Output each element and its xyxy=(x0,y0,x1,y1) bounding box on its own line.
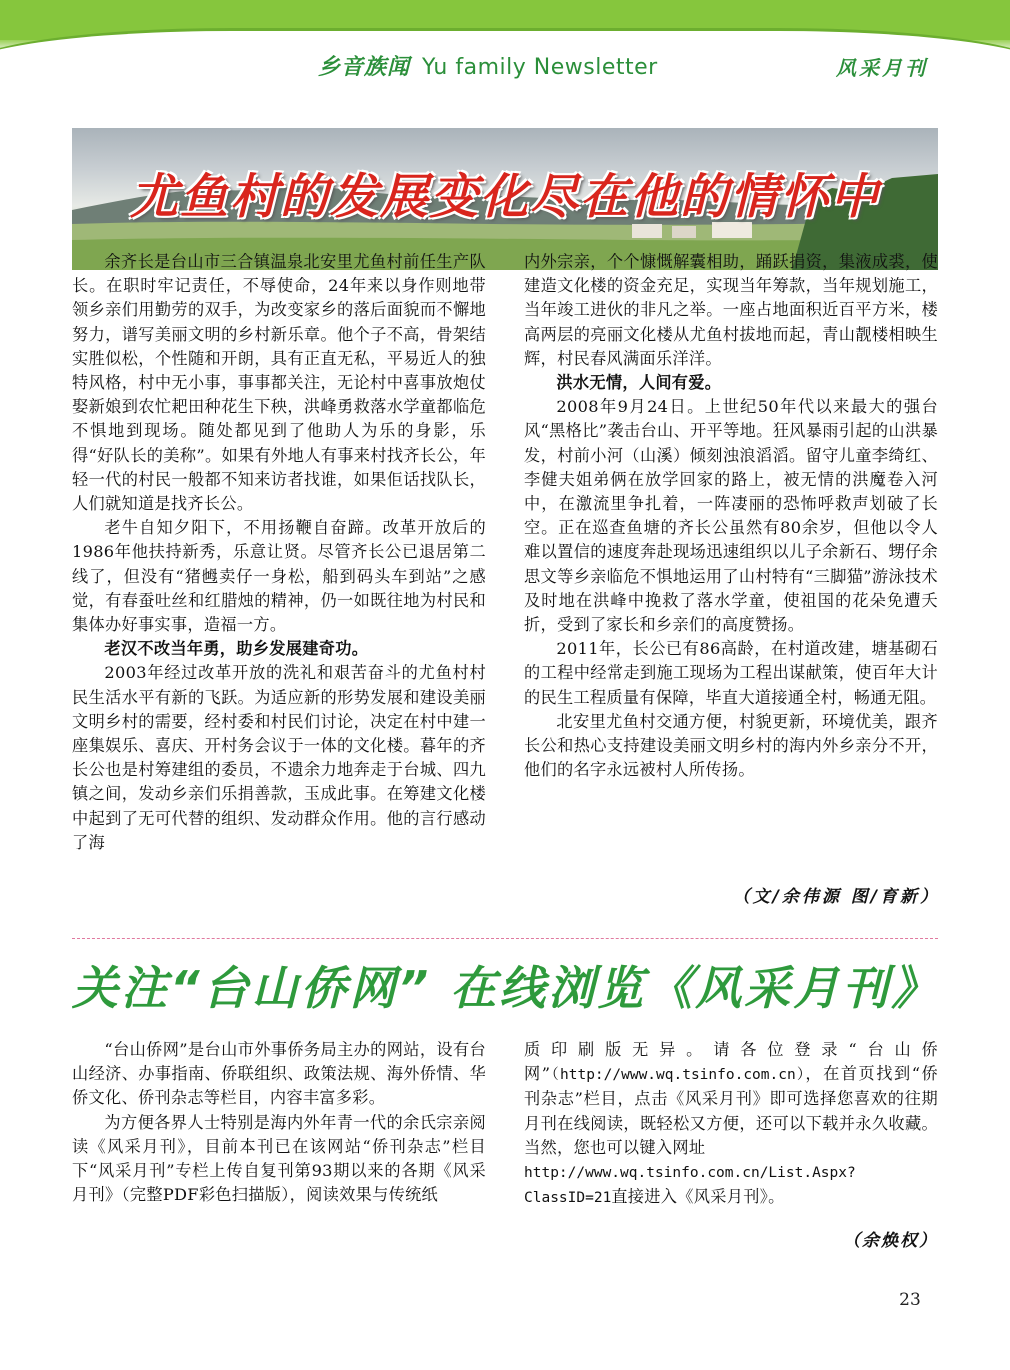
paragraph: 老牛自知夕阳下，不用扬鞭自奋蹄。改革开放后的1986年他扶持新秀，乐意让贤。尽管齐长公已退居第二线了，但没有“猪乸卖仔一身松，船到码头车到站”之感觉，有春蚕吐丝和红腊烛的精神，仍一如既往地为村民和集体办好事实事，造福一方。 xyxy=(72,518,486,635)
website-url[interactable]: http://www.wq.tsinfo.com.cn/List.Aspx?ClassID=21 xyxy=(524,1165,856,1207)
promo-signature: （余焕权） xyxy=(843,1231,938,1251)
paragraph: 余齐长是台山市三合镇温泉北安里尤鱼村前任生产队长。在职时牢记责任，不辱使命，24年来以身作则地带领乡亲们用勤劳的双手，为改变家乡的落后面貌而不懈地努力，谱写美丽文明的乡村新乐章。他个子不高，骨架结实胜似松，个性随和开朗，具有正直无私，平易近人的独特风格，村中无小事，事事都关注，无论村中喜事放炮仗娶新娘到农忙耙田种花生下秧，洪峰勇救落水学童都临危不惧地到现场。随处都见到了他助人为乐的身影，乐得“好队长的美称”。如果有外地人有事来村找齐长公，年轻一代的村民一般都不知来访者找谁，如果佢话找队长，人们就知道是找齐长公。 xyxy=(72,252,486,514)
paragraph: 2003年经过改革开放的洗礼和艰苦奋斗的尤鱼村村民生活水平有新的飞跃。为适应新的形势发展和建设美丽文明乡村的需要，经村委和村民们讨论，决定在村中建一座集娱乐、喜庆、开村务会议于一体的文化楼。暮年的齐长公也是村筹建组的委员，不遗余力地奔走于台城、四九镇之间，发动乡亲们乐捐善款，玉成此事。在筹建文化楼中起到了无可代替的组织、发动群众作用。他的言行感动了海 xyxy=(72,663,486,852)
article-byline: （文/余伟源 图/育新） xyxy=(732,887,940,907)
paragraph: 北安里尤鱼村交通方便，村貌更新，环境优美，跟齐长公和热心支持建设美丽文明乡村的海内外乡亲分不开，他们的名字永远被村人所传扬。 xyxy=(524,711,938,780)
section-subheading: 洪水无情，人间有爱。 xyxy=(556,373,722,393)
paragraph: 内外宗亲，个个慷慨解囊相助，踊跃捐资，集液成裘，使建造文化楼的资金充足，实现当年筹款，当年规划施工，当年竣工进伙的非凡之举。一座占地面积近百平方米，楼高两层的亮丽文化楼从尤鱼村拔地而起，青山靓楼相映生辉，村民春风满面乐洋洋。 xyxy=(524,252,938,368)
text: ，在首页找到“侨刊杂志”栏目，点击《风采月刊》即可选择您喜欢的往期月刊在线阅读，既轻松又方便，还可以下载并永久收藏。当然，您也可以键入网址 xyxy=(524,1064,938,1157)
promo-column-left xyxy=(72,1038,486,1207)
magazine-name: 风采月刊 xyxy=(836,56,928,80)
paragraph xyxy=(524,1038,938,1210)
article-column-right xyxy=(524,250,938,782)
section-divider xyxy=(72,938,938,939)
paragraph: 2008年9月24日。上世纪50年代以来最大的强台风“黑格比”袭击台山、开平等地。狂风暴雨引起的山洪暴发，村前小河（山溪）倾刻浊浪滔滔。留守儿童李绮红、李健夫姐弟俩在放学回家的路上，被无情的洪魔卷入河中，在激流里争扎着，一阵凄丽的恐怖呼救声划破了长空。正在巡查鱼塘的齐长公虽然有80余岁，但他以令人难以置信的速度奔赴现场迅速组织以儿子余新石、甥仔余思文等乡亲临危不惧地运用了山村特有“三脚猫”游泳技术及时地在洪峰中挽救了落水学童，使祖国的花朵免遭夭折，受到了家长和乡亲们的高度赞扬。 xyxy=(524,397,938,635)
article-banner xyxy=(72,128,938,270)
article-column-left xyxy=(72,250,486,855)
promo-title: 关注“台山侨网” 在线浏览《风采月刊》 xyxy=(72,961,941,1015)
text: 质印刷版无异。请各位登录“台山侨网” xyxy=(524,1040,938,1084)
newsletter-title xyxy=(318,50,658,81)
page-number: 23 xyxy=(899,1290,921,1310)
article-title: 尤鱼村的发展变化尽在他的情怀中 xyxy=(129,169,880,225)
website-url[interactable]: （http://www.wq.tsinfo.com.cn） xyxy=(550,1067,806,1084)
promo-column-right xyxy=(524,1038,938,1210)
paragraph: “台山侨网”是台山市外事侨务局主办的网站，设有台山经济、办事指南、侨联组织、政策法规、海外侨情、华侨文化、侨刊杂志等栏目，内容丰富多彩。 xyxy=(72,1040,486,1108)
newsletter-title-cn: 乡音族闻 xyxy=(318,55,411,80)
text: 直接进入《风采月刊》。 xyxy=(611,1187,785,1207)
paragraph: 2011年，长公已有86高龄，在村道改建，塘基砌石的工程中经常走到施工现场为工程出谋献策，使百年大计的民生工程质量有保障，毕直大道接通全村，畅通无阻。 xyxy=(524,639,938,707)
newsletter-title-en: Yu family Newsletter xyxy=(422,55,658,80)
paragraph: 为方便各界人士特别是海内外年青一代的余氏宗亲阅读《风采月刊》，目前本刊已在该网站“侨刊杂志”栏目下“风采月刊”专栏上传自复刊第93期以来的各期《风采月刊》（完整PDF彩色扫描版），阅读效果与传统纸 xyxy=(72,1112,486,1205)
section-subheading: 老汉不改当年勇，助乡发展建奇功。 xyxy=(104,639,369,659)
